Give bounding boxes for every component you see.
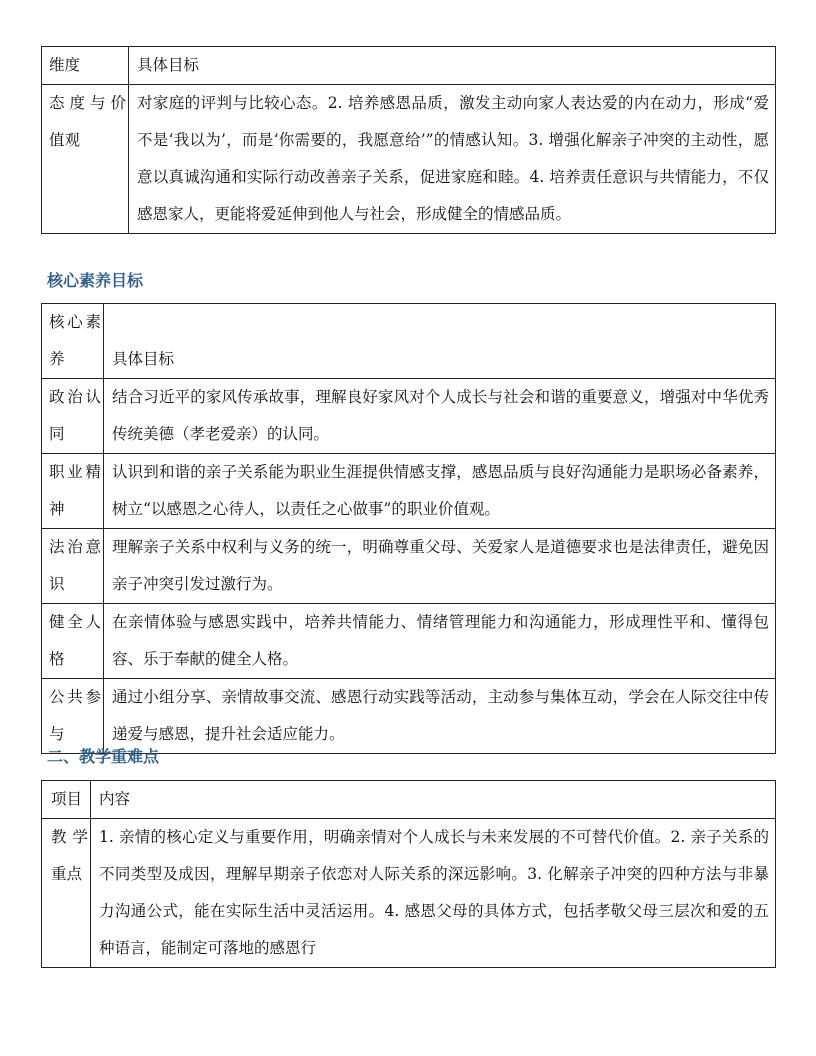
section-heading-core-literacy: 核心素养目标 <box>47 271 144 290</box>
table-row <box>42 379 776 454</box>
table-row <box>42 679 776 754</box>
table-header-row <box>42 47 776 85</box>
row-content: 在亲情体验与感恩实践中，培养共情能力、情绪管理能力和沟通能力，形成理性平和、懂得包容、乐于奉献的健全人格。 <box>104 604 776 679</box>
row-label: 政治认同 <box>42 379 104 454</box>
table-header-row <box>42 781 776 819</box>
attitude-values-table <box>41 46 776 234</box>
header-specific-goal: 具体目标 <box>104 304 776 379</box>
table-row <box>42 85 776 234</box>
row-label: 职业精神 <box>42 454 104 529</box>
row-label: 教学重点 <box>42 819 91 968</box>
table-row <box>42 454 776 529</box>
key-difficulties-table <box>41 780 776 968</box>
row-content: 结合习近平的家风传承故事，理解良好家风对个人成长与社会和谐的重要意义，增强对中华优秀传统美德（孝老爱亲）的认同。 <box>104 379 776 454</box>
row-content: 认识到和谐的亲子关系能为职业生涯提供情感支撑，感恩品质与良好沟通能力是职场必备素养，树立“以感恩之心待人，以责任之心做事”的职业价值观。 <box>104 454 776 529</box>
table-header-row <box>42 304 776 379</box>
row-content: 对家庭的评判与比较心态。2. 培养感恩品质，激发主动向家人表达爱的内在动力，形成“爱不是‘我以为’，而是‘你需要的，我愿意给’”的情感认知。3. 增强化解亲子冲突的主动性，愿意以真诚沟通和实际行动改善亲子关系，促进家庭和睦。4. 培养责任意识与共情能力，不仅感恩家人，更能将爱延伸到他人与社会，形成健全的情感品质。 <box>129 85 776 234</box>
header-item: 项目 <box>42 781 91 819</box>
table-row <box>42 819 776 968</box>
header-specific-goal: 具体目标 <box>129 47 776 85</box>
row-content: 1. 亲情的核心定义与重要作用，明确亲情对个人成长与未来发展的不可替代价值。2. 亲子关系的不同类型及成因，理解早期亲子依恋对人际关系的深远影响。3. 化解亲子冲突的四种方法与非暴力沟通公式，能在实际生活中灵活运用。4. 感恩父母的具体方式，包括孝敬父母三层次和爱的五种语言，能制定可落地的感恩行 <box>91 819 776 968</box>
header-dimension: 维度 <box>42 47 129 85</box>
section-heading-teaching-difficulties: 二、教学重难点 <box>47 747 160 766</box>
header-core-literacy: 核心素养 <box>42 304 104 379</box>
header-content: 内容 <box>91 781 776 819</box>
row-label: 健全人格 <box>42 604 104 679</box>
table-row <box>42 604 776 679</box>
core-literacy-table <box>41 303 776 754</box>
table-row <box>42 529 776 604</box>
row-label: 公共参与 <box>42 679 104 754</box>
row-label: 法治意识 <box>42 529 104 604</box>
row-content: 理解亲子关系中权利与义务的统一，明确尊重父母、关爱家人是道德要求也是法律责任，避免因亲子冲突引发过激行为。 <box>104 529 776 604</box>
row-content: 通过小组分享、亲情故事交流、感恩行动实践等活动，主动参与集体互动，学会在人际交往中传递爱与感恩，提升社会适应能力。 <box>104 679 776 754</box>
row-label: 态度与价值观 <box>42 85 129 234</box>
